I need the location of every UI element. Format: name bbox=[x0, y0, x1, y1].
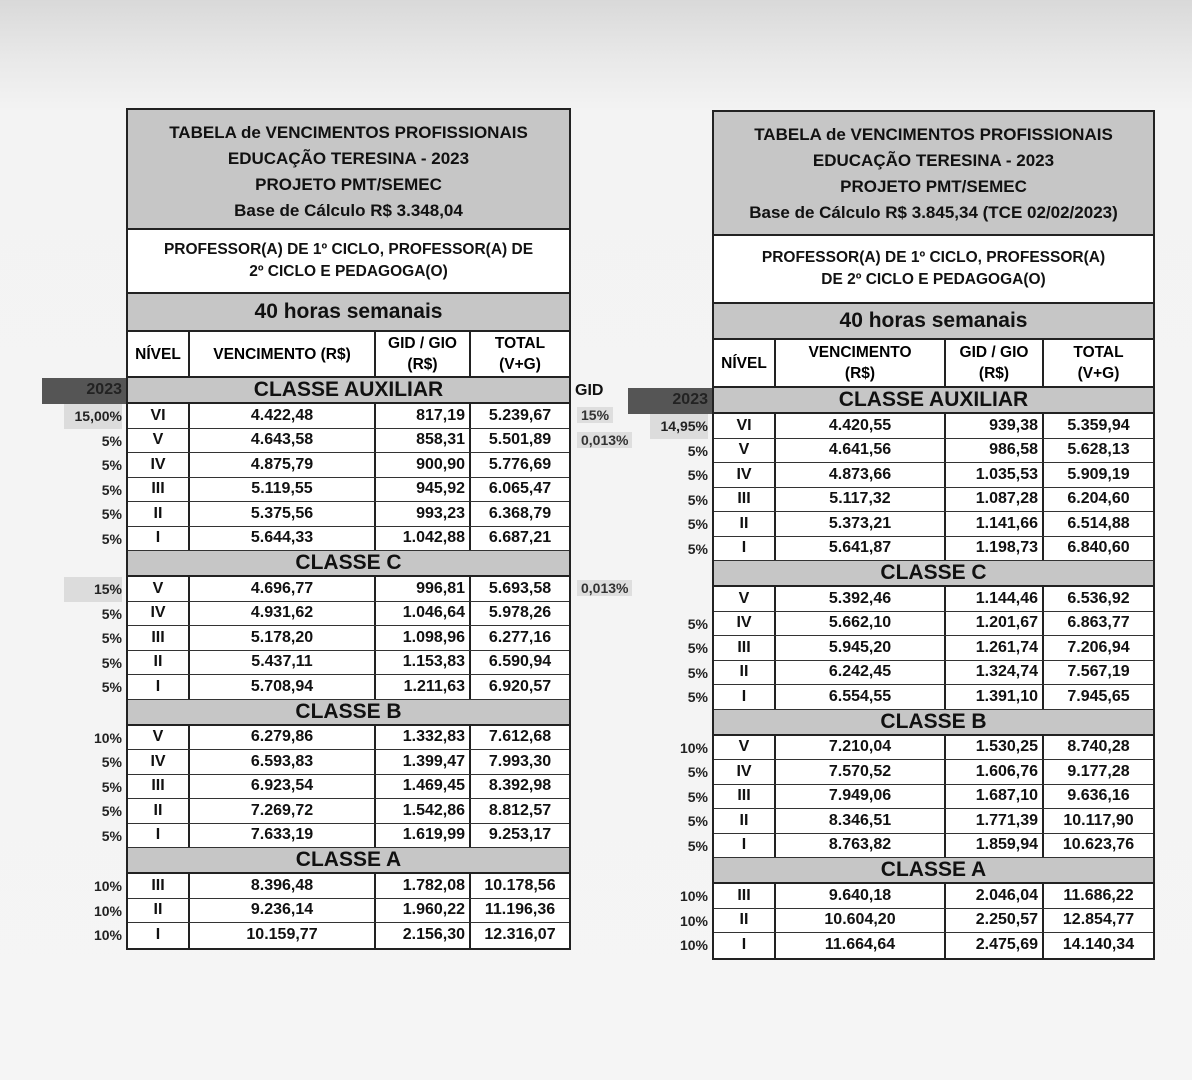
right-table-row bbox=[714, 537, 1153, 562]
cell-gid: 1.042,88 bbox=[376, 527, 471, 551]
gid-note: 0,013% bbox=[577, 580, 632, 596]
left-table-row bbox=[128, 750, 569, 775]
cell-nivel: V bbox=[714, 736, 776, 760]
right-table-row bbox=[714, 612, 1153, 637]
step-percentage: 5% bbox=[687, 540, 708, 557]
cell-vencimento: 11.664,64 bbox=[776, 933, 946, 958]
cell-total: 6.204,60 bbox=[1067, 490, 1130, 508]
right-table-row bbox=[714, 933, 1153, 958]
cell-nivel: II bbox=[714, 909, 776, 933]
right-cargo-line: PROFESSOR(A) DE 1º CICLO, PROFESSOR(A) bbox=[761, 249, 1106, 266]
cell-vencimento: 6.593,83 bbox=[190, 750, 376, 774]
cell-vencimento: 5.662,10 bbox=[776, 612, 946, 636]
step-percentage: 10% bbox=[93, 729, 122, 746]
column-vencimento-line: VENCIMENTO bbox=[808, 344, 912, 361]
left-table-row bbox=[128, 923, 569, 948]
cell-gid: 1.141,66 bbox=[946, 512, 1044, 536]
right-header-line: PROJETO PMT/SEMEC bbox=[840, 177, 1027, 196]
right-salary-table bbox=[712, 110, 1155, 960]
cell-total: 10.117,90 bbox=[1063, 811, 1134, 829]
cell-gid: 817,19 bbox=[376, 404, 471, 428]
cell-nivel: IV bbox=[714, 760, 776, 784]
cell-total: 6.920,57 bbox=[488, 677, 552, 695]
cell-total: 6.840,60 bbox=[1067, 539, 1130, 557]
step-percentage: 5% bbox=[101, 457, 122, 473]
cell-nivel: II bbox=[128, 899, 190, 923]
cell-gid: 1.153,83 bbox=[376, 651, 471, 675]
cell-gid: 900,90 bbox=[376, 453, 471, 477]
cell-vencimento: 7.570,52 bbox=[776, 760, 946, 784]
cell-nivel: I bbox=[714, 933, 776, 958]
cell-vencimento: 8.396,48 bbox=[190, 874, 376, 898]
right-hours-label: 40 horas semanais bbox=[714, 304, 1153, 340]
step-percentage: 10% bbox=[679, 912, 708, 929]
cell-nivel: VI bbox=[128, 404, 190, 428]
cell-nivel: II bbox=[128, 502, 190, 526]
step-percentage: 5% bbox=[687, 764, 708, 780]
step-percentage: 5% bbox=[101, 630, 122, 646]
cell-gid: 986,58 bbox=[946, 439, 1044, 463]
step-percentage: 5% bbox=[101, 679, 122, 695]
cell-gid: 1.324,74 bbox=[946, 661, 1044, 685]
right-table-header bbox=[714, 112, 1153, 236]
cell-nivel: III bbox=[714, 636, 776, 660]
cell-total: 9.177,28 bbox=[1067, 762, 1130, 780]
cell-gid: 1.619,99 bbox=[376, 824, 471, 848]
cell-total: 8.392,98 bbox=[488, 777, 552, 795]
cell-vencimento: 6.242,45 bbox=[776, 661, 946, 685]
cell-gid: 1.859,94 bbox=[946, 834, 1044, 858]
cell-gid: 1.046,64 bbox=[376, 602, 471, 626]
left-table-row bbox=[128, 602, 569, 627]
right-header-line: EDUCAÇÃO TERESINA - 2023 bbox=[812, 151, 1055, 170]
cell-vencimento: 5.945,20 bbox=[776, 636, 946, 660]
cell-total: 6.368,79 bbox=[488, 504, 552, 522]
cell-nivel: I bbox=[714, 834, 776, 858]
cell-vencimento: 4.641,56 bbox=[776, 439, 946, 463]
cell-vencimento: 7.633,19 bbox=[190, 824, 376, 848]
left-hours-label: 40 horas semanais bbox=[128, 294, 569, 332]
cell-total: 7.567,19 bbox=[1067, 663, 1130, 681]
cell-gid: 1.098,96 bbox=[376, 626, 471, 650]
column-gid-line: GID / GIO bbox=[959, 344, 1029, 361]
right-table-row bbox=[714, 488, 1153, 513]
step-percentage: 5% bbox=[101, 654, 122, 671]
cell-vencimento: 5.117,32 bbox=[776, 488, 946, 512]
step-percentage: 15,00% bbox=[64, 404, 122, 429]
cell-vencimento: 10.159,77 bbox=[190, 923, 376, 948]
column-total-line: TOTAL bbox=[1073, 344, 1124, 361]
right-table-row bbox=[714, 760, 1153, 785]
left-table-row bbox=[128, 453, 569, 478]
cell-total: 5.776,69 bbox=[488, 455, 552, 473]
cell-total: 12.854,77 bbox=[1062, 911, 1135, 929]
column-vencimento-line: (R$) bbox=[844, 365, 876, 382]
column-gid-line: GID / GIO bbox=[388, 335, 457, 352]
step-percentage: 5% bbox=[101, 432, 122, 449]
cell-vencimento: 6.923,54 bbox=[190, 775, 376, 799]
step-percentage: 5% bbox=[687, 442, 708, 459]
column-gid bbox=[946, 340, 1044, 386]
cell-gid: 1.391,10 bbox=[946, 685, 1044, 709]
right-table-row bbox=[714, 884, 1153, 909]
right-cargo-line: DE 2º CICLO E PEDAGOGA(O) bbox=[821, 271, 1046, 288]
cell-gid: 1.332,83 bbox=[376, 726, 471, 750]
left-table-row bbox=[128, 899, 569, 924]
cell-gid: 1.144,46 bbox=[946, 587, 1044, 611]
cell-vencimento: 5.392,46 bbox=[776, 587, 946, 611]
cell-nivel: V bbox=[128, 726, 190, 750]
column-total bbox=[471, 332, 569, 376]
cell-total: 6.065,47 bbox=[488, 480, 552, 498]
step-percentage: 5% bbox=[101, 754, 122, 770]
right-class-header: CLASSE B bbox=[714, 710, 1153, 736]
cell-vencimento: 5.708,94 bbox=[190, 675, 376, 699]
cell-vencimento: 5.641,87 bbox=[776, 537, 946, 561]
column-vencimento-line: VENCIMENTO (R$) bbox=[213, 345, 351, 363]
left-class-header: CLASSE C bbox=[128, 551, 569, 577]
cell-vencimento: 4.931,62 bbox=[190, 602, 376, 626]
cell-gid: 996,81 bbox=[376, 577, 471, 601]
column-total bbox=[1044, 340, 1153, 386]
left-table-row bbox=[128, 577, 569, 602]
cell-gid: 1.771,39 bbox=[946, 809, 1044, 833]
cell-nivel: I bbox=[714, 537, 776, 561]
cell-nivel: IV bbox=[714, 463, 776, 487]
cell-gid: 1.782,08 bbox=[376, 874, 471, 898]
cell-total: 6.863,77 bbox=[1067, 614, 1130, 632]
step-percentage: 5% bbox=[687, 615, 708, 632]
cell-vencimento: 6.554,55 bbox=[776, 685, 946, 709]
cell-vencimento: 7.269,72 bbox=[190, 799, 376, 823]
right-table-row bbox=[714, 463, 1153, 488]
cell-nivel: II bbox=[714, 512, 776, 536]
right-table-row bbox=[714, 587, 1153, 612]
cell-vencimento: 4.420,55 bbox=[776, 414, 946, 438]
left-cargo-line: PROFESSOR(A) DE 1º CICLO, PROFESSOR(A) DE bbox=[163, 241, 534, 258]
cell-vencimento: 4.643,58 bbox=[190, 429, 376, 453]
left-table-row bbox=[128, 799, 569, 824]
cell-vencimento: 5.437,11 bbox=[190, 651, 376, 675]
cell-gid: 1.606,76 bbox=[946, 760, 1044, 784]
cell-total: 11.196,36 bbox=[484, 901, 556, 919]
cell-total: 5.628,13 bbox=[1067, 441, 1130, 459]
cell-total: 7.612,68 bbox=[488, 728, 552, 746]
step-percentage: 5% bbox=[687, 516, 708, 532]
left-table-row bbox=[128, 429, 569, 454]
column-total-line: (V+G) bbox=[1077, 365, 1120, 382]
cell-total: 7.993,30 bbox=[488, 752, 552, 770]
right-table-row bbox=[714, 512, 1153, 537]
right-table-row bbox=[714, 661, 1153, 686]
cell-total: 6.277,16 bbox=[488, 628, 552, 646]
step-percentage: 5% bbox=[687, 689, 708, 705]
cell-total: 5.909,19 bbox=[1067, 465, 1130, 483]
cell-nivel: III bbox=[128, 478, 190, 502]
cell-gid: 1.469,45 bbox=[376, 775, 471, 799]
cell-nivel: IV bbox=[714, 612, 776, 636]
cell-nivel: I bbox=[128, 824, 190, 848]
cell-gid: 2.475,69 bbox=[946, 933, 1044, 958]
step-percentage: 10% bbox=[679, 888, 708, 904]
left-table-row bbox=[128, 527, 569, 552]
cell-gid: 858,31 bbox=[376, 429, 471, 453]
cell-total: 12.316,07 bbox=[484, 926, 556, 944]
right-class-header: CLASSE A bbox=[714, 858, 1153, 884]
left-cargo-title bbox=[128, 230, 569, 294]
cell-vencimento: 4.422,48 bbox=[190, 404, 376, 428]
cell-nivel: II bbox=[128, 799, 190, 823]
cell-nivel: V bbox=[714, 439, 776, 463]
cell-vencimento: 6.279,86 bbox=[190, 726, 376, 750]
left-table-row bbox=[128, 404, 569, 429]
cell-nivel: II bbox=[714, 661, 776, 685]
cell-vencimento: 7.210,04 bbox=[776, 736, 946, 760]
cell-gid: 945,92 bbox=[376, 478, 471, 502]
cell-vencimento: 9.236,14 bbox=[190, 899, 376, 923]
step-percentage: 5% bbox=[687, 640, 708, 656]
left-table-row bbox=[128, 726, 569, 751]
step-percentage: 5% bbox=[687, 813, 708, 829]
cell-total: 5.359,94 bbox=[1067, 416, 1130, 434]
right-table-row bbox=[714, 636, 1153, 661]
gid-column-label: GID bbox=[575, 382, 604, 399]
gid-note: 0,013% bbox=[577, 432, 632, 448]
left-table-row bbox=[128, 675, 569, 700]
cell-gid: 2.046,04 bbox=[946, 884, 1044, 908]
cell-gid: 1.542,86 bbox=[376, 799, 471, 823]
cell-vencimento: 8.346,51 bbox=[776, 809, 946, 833]
cell-nivel: III bbox=[128, 874, 190, 898]
gid-note: 15% bbox=[577, 407, 613, 423]
column-nivel: NÍVEL bbox=[714, 340, 776, 386]
left-class-header: CLASSE AUXILIAR bbox=[128, 378, 569, 404]
column-nivel: NÍVEL bbox=[128, 332, 190, 376]
cell-total: 8.812,57 bbox=[488, 801, 552, 819]
step-percentage: 5% bbox=[101, 778, 122, 795]
cell-nivel: V bbox=[128, 577, 190, 601]
right-class-header: CLASSE AUXILIAR bbox=[714, 388, 1153, 414]
left-class-header: CLASSE A bbox=[128, 848, 569, 874]
cell-total: 5.693,58 bbox=[488, 579, 552, 597]
cell-gid: 2.250,57 bbox=[946, 909, 1044, 933]
cell-total: 14.140,34 bbox=[1062, 936, 1135, 954]
step-percentage: 5% bbox=[687, 837, 708, 854]
cell-total: 5.239,67 bbox=[488, 406, 552, 424]
cell-nivel: III bbox=[128, 775, 190, 799]
left-table-row bbox=[128, 775, 569, 800]
cell-vencimento: 5.373,21 bbox=[776, 512, 946, 536]
cell-gid: 1.211,63 bbox=[376, 675, 471, 699]
cell-vencimento: 7.949,06 bbox=[776, 785, 946, 809]
cell-total: 7.945,65 bbox=[1067, 687, 1130, 705]
cell-nivel: III bbox=[128, 626, 190, 650]
step-percentage: 5% bbox=[101, 803, 122, 819]
cell-gid: 1.198,73 bbox=[946, 537, 1044, 561]
right-year-tag: 2023 bbox=[628, 388, 712, 414]
left-header-line: EDUCAÇÃO TERESINA - 2023 bbox=[227, 149, 470, 168]
cell-vencimento: 8.763,82 bbox=[776, 834, 946, 858]
left-table-header bbox=[128, 110, 569, 230]
cell-vencimento: 9.640,18 bbox=[776, 884, 946, 908]
cell-nivel: II bbox=[128, 651, 190, 675]
cell-vencimento: 5.644,33 bbox=[190, 527, 376, 551]
column-total-line: (V+G) bbox=[499, 356, 541, 373]
cell-gid: 1.399,47 bbox=[376, 750, 471, 774]
left-header-line: PROJETO PMT/SEMEC bbox=[255, 175, 442, 194]
cell-gid: 2.156,30 bbox=[376, 923, 471, 948]
cell-gid: 1.035,53 bbox=[946, 463, 1044, 487]
cell-vencimento: 5.119,55 bbox=[190, 478, 376, 502]
left-table-row bbox=[128, 478, 569, 503]
cell-nivel: IV bbox=[128, 453, 190, 477]
cell-vencimento: 10.604,20 bbox=[776, 909, 946, 933]
right-table-row bbox=[714, 785, 1153, 810]
cell-nivel: V bbox=[128, 429, 190, 453]
cell-vencimento: 5.375,56 bbox=[190, 502, 376, 526]
cell-total: 9.636,16 bbox=[1067, 787, 1130, 805]
step-percentage: 5% bbox=[687, 664, 708, 681]
left-column-header bbox=[128, 332, 569, 378]
left-table-row bbox=[128, 502, 569, 527]
cell-total: 5.978,26 bbox=[488, 604, 552, 622]
cell-nivel: II bbox=[714, 809, 776, 833]
step-percentage: 5% bbox=[101, 605, 122, 622]
right-table-row bbox=[714, 909, 1153, 934]
cell-nivel: I bbox=[128, 675, 190, 699]
cell-nivel: IV bbox=[128, 602, 190, 626]
left-salary-table bbox=[126, 108, 571, 950]
cell-vencimento: 4.696,77 bbox=[190, 577, 376, 601]
right-table-row bbox=[714, 834, 1153, 859]
step-percentage: 5% bbox=[687, 788, 708, 805]
right-header-line: Base de Cálculo R$ 3.845,34 (TCE 02/02/2023) bbox=[749, 203, 1118, 222]
cell-total: 10.623,76 bbox=[1062, 836, 1135, 854]
column-gid bbox=[376, 332, 471, 376]
column-gid-line: (R$) bbox=[978, 365, 1010, 382]
cell-gid: 1.087,28 bbox=[946, 488, 1044, 512]
step-percentage: 15% bbox=[64, 577, 122, 602]
step-percentage: 5% bbox=[687, 491, 708, 508]
cell-total: 7.206,94 bbox=[1067, 638, 1130, 656]
cell-nivel: III bbox=[714, 488, 776, 512]
left-class-header: CLASSE B bbox=[128, 700, 569, 726]
right-table-row bbox=[714, 414, 1153, 439]
step-percentage: 5% bbox=[687, 467, 708, 483]
left-table-row bbox=[128, 626, 569, 651]
step-percentage: 5% bbox=[101, 530, 122, 547]
cell-total: 6.536,92 bbox=[1067, 589, 1130, 607]
cell-gid: 1.261,74 bbox=[946, 636, 1044, 660]
cell-vencimento: 4.875,79 bbox=[190, 453, 376, 477]
right-class-header: CLASSE C bbox=[714, 561, 1153, 587]
right-header-line: TABELA de VENCIMENTOS PROFISSIONAIS bbox=[754, 125, 1113, 144]
cell-nivel: VI bbox=[714, 414, 776, 438]
cell-total: 6.590,94 bbox=[488, 653, 552, 671]
column-vencimento bbox=[776, 340, 946, 386]
cell-gid: 1.530,25 bbox=[946, 736, 1044, 760]
right-table-row bbox=[714, 809, 1153, 834]
column-gid-line: (R$) bbox=[407, 356, 438, 373]
left-table-row bbox=[128, 651, 569, 676]
left-table-row bbox=[128, 824, 569, 849]
step-percentage: 10% bbox=[679, 937, 708, 953]
left-cargo-line: 2º CICLO E PEDAGOGA(O) bbox=[249, 263, 448, 280]
cell-vencimento: 5.178,20 bbox=[190, 626, 376, 650]
cell-gid: 1.201,67 bbox=[946, 612, 1044, 636]
step-percentage: 10% bbox=[93, 927, 122, 943]
cell-gid: 1.960,22 bbox=[376, 899, 471, 923]
cell-nivel: I bbox=[714, 685, 776, 709]
cell-total: 5.501,89 bbox=[488, 431, 552, 449]
cell-total: 8.740,28 bbox=[1067, 738, 1130, 756]
cell-total: 9.253,17 bbox=[488, 826, 552, 844]
step-percentage: 5% bbox=[101, 827, 122, 844]
left-year-tag: 2023 bbox=[42, 378, 126, 404]
left-table-row bbox=[128, 874, 569, 899]
right-cargo-title bbox=[714, 236, 1153, 304]
column-vencimento bbox=[190, 332, 376, 376]
cell-nivel: I bbox=[128, 923, 190, 948]
right-table-row bbox=[714, 439, 1153, 464]
cell-gid: 939,38 bbox=[946, 414, 1044, 438]
cell-vencimento: 4.873,66 bbox=[776, 463, 946, 487]
step-percentage: 5% bbox=[101, 481, 122, 498]
cell-nivel: III bbox=[714, 884, 776, 908]
cell-nivel: V bbox=[714, 587, 776, 611]
step-percentage: 10% bbox=[679, 739, 708, 756]
cell-nivel: III bbox=[714, 785, 776, 809]
right-column-header bbox=[714, 340, 1153, 388]
left-header-line: Base de Cálculo R$ 3.348,04 bbox=[234, 201, 463, 220]
column-total-line: TOTAL bbox=[494, 335, 546, 352]
right-table-row bbox=[714, 736, 1153, 761]
cell-total: 6.514,88 bbox=[1067, 514, 1130, 532]
step-percentage: 10% bbox=[93, 878, 122, 894]
right-table-row bbox=[714, 685, 1153, 710]
cell-gid: 1.687,10 bbox=[946, 785, 1044, 809]
cell-total: 6.687,21 bbox=[488, 529, 552, 547]
step-percentage: 10% bbox=[93, 902, 122, 919]
left-header-line: TABELA de VENCIMENTOS PROFISSIONAIS bbox=[169, 123, 528, 142]
cell-total: 10.178,56 bbox=[484, 876, 556, 894]
cell-total: 11.686,22 bbox=[1063, 886, 1134, 904]
step-percentage: 14,95% bbox=[650, 414, 708, 439]
cell-nivel: I bbox=[128, 527, 190, 551]
cell-gid: 993,23 bbox=[376, 502, 471, 526]
cell-nivel: IV bbox=[128, 750, 190, 774]
step-percentage: 5% bbox=[101, 506, 122, 522]
